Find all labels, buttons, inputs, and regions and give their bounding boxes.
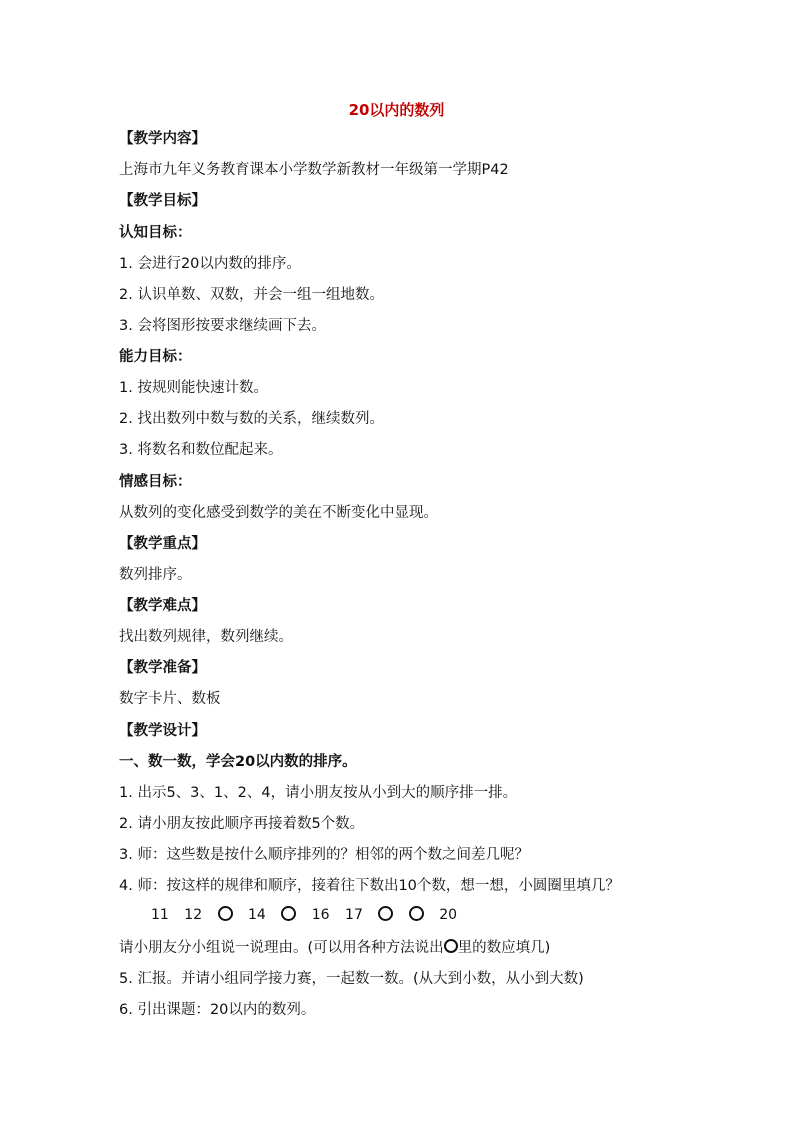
step-3: 3. 师：这些数是按什么顺序排列的？相邻的两个数之间差几呢？ (119, 847, 529, 863)
step-5: 5. 汇报。并请小组同学接力赛，一起数一数。(从大到小数，从小到大数) (119, 971, 584, 987)
step-1: 1. 出示5、3、1、2、4，请小朋友按从小到大的顺序排一排。 (119, 785, 518, 801)
step-4: 4. 师：按这样的规律和顺序，接着往下数出10个数，想一想，小圆圈里填几？ (119, 878, 620, 894)
cognitive-item-2: 2. 认识单数、双数，并会一组一组地数。 (119, 287, 384, 303)
emotion-text: 从数列的变化感受到数学的美在不断变化中显现。 (119, 505, 438, 521)
sequence-number: 11 (151, 907, 169, 923)
group-text-before: 请小朋友分小组说一说理由。(可以用各种方法说出 (119, 940, 444, 956)
key-heading: 【教学重点】 (119, 536, 206, 552)
blank-circle-icon (378, 906, 393, 921)
ability-heading: 能力目标： (119, 349, 192, 365)
document-title: 20以内的数列 (348, 101, 445, 119)
group-text-after: 里的数应填几) (457, 940, 551, 956)
blank-circle-icon (281, 906, 296, 921)
prep-text: 数字卡片、数板 (119, 691, 221, 707)
design-heading: 【教学设计】 (119, 723, 206, 739)
cognitive-item-1: 1. 会进行20以内数的排序。 (119, 256, 301, 272)
difficulty-text: 找出数列规律，数列继续。 (119, 629, 293, 645)
step-6: 6. 引出课题：20以内的数列。 (119, 1002, 316, 1018)
difficulty-heading: 【教学难点】 (119, 598, 206, 614)
content-heading: 【教学内容】 (119, 131, 206, 147)
cognitive-item-3: 3. 会将图形按要求继续画下去。 (119, 318, 326, 334)
blank-circle-icon (409, 906, 424, 921)
group-discussion-text (119, 939, 550, 957)
ability-item-2: 2. 找出数列中数与数的关系，继续数列。 (119, 411, 384, 427)
sequence-number: 16 (311, 907, 330, 923)
prep-heading: 【教学准备】 (119, 660, 206, 676)
ability-item-1: 1. 按规则能快速计数。 (119, 380, 268, 396)
number-sequence (151, 906, 468, 923)
content-text: 上海市九年义务教育课本小学数学新教材一年级第一学期P42 (119, 162, 509, 178)
ability-item-3: 3. 将数名和数位配起来。 (119, 442, 283, 458)
sequence-number: 14 (248, 907, 266, 923)
section1-heading: 一、数一数，学会20以内数的排序。 (119, 754, 357, 770)
sequence-number: 12 (184, 907, 203, 923)
emotion-heading: 情感目标： (119, 474, 192, 490)
cognitive-heading: 认知目标： (119, 225, 192, 241)
sequence-number: 20 (439, 907, 458, 923)
sequence-number: 17 (345, 907, 363, 923)
circle-icon (444, 939, 458, 953)
step-2: 2. 请小朋友按此顺序再接着数5个数。 (119, 816, 365, 832)
blank-circle-icon (218, 906, 233, 921)
key-text: 数列排序。 (119, 567, 192, 583)
goal-heading: 【教学目标】 (119, 193, 206, 209)
